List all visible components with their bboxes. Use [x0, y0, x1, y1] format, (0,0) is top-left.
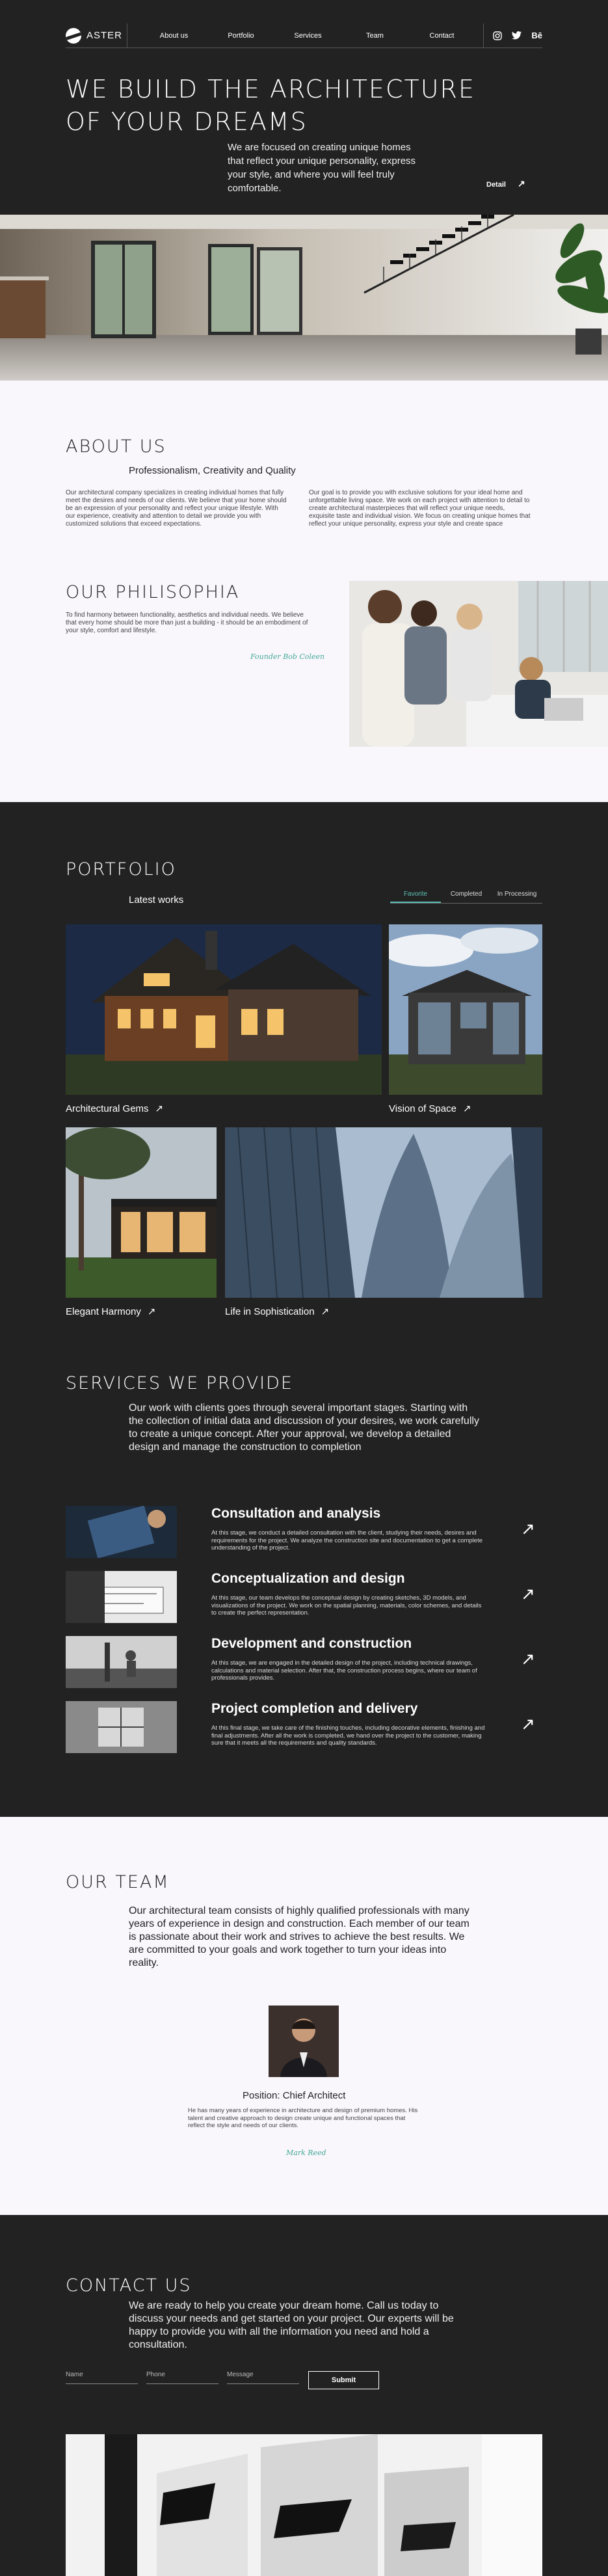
- twitter-icon[interactable]: [512, 31, 522, 40]
- services-section: [0, 1329, 608, 1817]
- nav-link-services[interactable]: Services: [294, 31, 322, 40]
- about-text-right: Our goal is to provide you with exclusive solutions for your ideal home and unforgettable living space. We work on each project with attention to detail to create architectural masterpieces that will reflect your unique needs, exquisite taste and individual vision. We focus on creating unique homes that reflect your unique personality, express your style and create space: [309, 489, 531, 528]
- hero-section: [0, 0, 608, 215]
- nav-link-portfolio[interactable]: Portfolio: [228, 31, 254, 40]
- message-field[interactable]: Message: [227, 2371, 299, 2384]
- service-item-development[interactable]: [66, 1636, 543, 1688]
- arrow-up-right-icon: ↗: [517, 178, 525, 189]
- portfolio-label-architectural-gems[interactable]: [66, 1103, 163, 1114]
- logo-text: ASTER: [86, 30, 123, 41]
- service-image-conceptualization: [66, 1571, 177, 1623]
- arrow-up-right-icon[interactable]: ↗: [521, 1649, 535, 1669]
- arrow-up-right-icon: ↗: [321, 1306, 330, 1317]
- service-text: At this stage, our team develops the conceptual design by creating sketches, 3D models, and visualizations of the project. We work on the spatial planning, materials, color schemes, and details to create the perfect representation.: [211, 1594, 482, 1617]
- portfolio-label-elegant-harmony[interactable]: [66, 1306, 155, 1317]
- portfolio-label-vision-of-space[interactable]: [389, 1103, 471, 1114]
- about-text-left: Our architectural company specializes in creating individual homes that fully meet the desires and needs of our clients. We believe that your home should be an expression of your personality and reflect your unique lifestyle. With our experience, creativity and attention to detail we provide you with customized solutions that exceed expectations.: [66, 489, 287, 528]
- arrow-up-right-icon: ↗: [147, 1306, 156, 1317]
- service-text: At this final stage, we take care of the finishing touches, including decorative elements, finishing and final adjustments. After all the work is completed, we hand over the project to the customer, making sure that it meets all the requirements and quality standards.: [211, 1724, 485, 1747]
- service-item-consultation[interactable]: [66, 1506, 543, 1558]
- logo[interactable]: [66, 23, 127, 48]
- arrow-up-right-icon[interactable]: ↗: [521, 1714, 535, 1734]
- philosophy-title: OUR PHILISOPHIA: [66, 582, 240, 602]
- service-title: Project completion and delivery: [211, 1701, 418, 1716]
- arrow-up-right-icon[interactable]: ↗: [521, 1584, 535, 1603]
- hero-title-line-2: OF YOUR DREAMS: [66, 107, 308, 136]
- portfolio-image-architectural-gems[interactable]: [66, 924, 382, 1095]
- service-text: At this stage, we are engaged in the detailed design of the project, including technical drawings, calculations and material selection. After that, the construction process begins, where our team of professionals provides.: [211, 1659, 477, 1682]
- portfolio-image-elegant-harmony[interactable]: [66, 1127, 217, 1298]
- portfolio-label-life-in-sophistication-text: Life in Sophistication: [225, 1306, 315, 1317]
- contact-section: [0, 2215, 608, 2576]
- chief-architect-photo: [269, 2006, 339, 2077]
- nav-link-contact[interactable]: Contact: [429, 31, 455, 40]
- name-field[interactable]: Name: [66, 2371, 138, 2384]
- behance-icon[interactable]: Bē: [531, 31, 542, 40]
- service-text: At this stage, we conduct a detailed consultation with the client, studying their needs, desires and requirements for the project. We analyze the construction site and documentation to get a complete understanding of the project.: [211, 1529, 483, 1551]
- hero-interior-image: [0, 215, 608, 381]
- contact-title: CONTACT US: [66, 2275, 192, 2296]
- services-intro: Our work with clients goes through several important stages. Starting with the collection of initial data and discussion of your desires, we work carefully to create a unique concept. After your approval, we develop a detailed design and manage the construction to completion: [129, 1402, 479, 1453]
- team-title: OUR TEAM: [66, 1872, 170, 1892]
- nav-links: [140, 32, 483, 40]
- latest-works-label: Latest works: [129, 894, 184, 906]
- about-title: ABOUT US: [66, 436, 166, 457]
- philosophy-text: To find harmony between functionality, aesthetics and individual needs. We believe that every home should be more than just a building - it should be an embodiment of your style, comfort and lifestyle.: [66, 611, 308, 634]
- instagram-icon[interactable]: [493, 31, 502, 40]
- founder-signature: Founder Bob Coleen: [250, 652, 325, 661]
- service-title: Development and construction: [211, 1636, 412, 1651]
- service-item-completion[interactable]: [66, 1701, 543, 1753]
- arrow-up-right-icon: ↗: [155, 1103, 164, 1114]
- submit-button[interactable]: Submit: [308, 2371, 379, 2389]
- arrow-up-right-icon[interactable]: ↗: [521, 1519, 535, 1538]
- logo-mark-icon: [66, 28, 81, 44]
- portfolio-label-life-in-sophistication[interactable]: [225, 1306, 329, 1317]
- contact-architecture-image: [66, 2434, 542, 2576]
- team-signature: Mark Reed: [286, 2149, 326, 2157]
- detail-label: Detail: [486, 181, 506, 189]
- service-image-development: [66, 1636, 177, 1688]
- portfolio-label-architectural-gems-text: Architectural Gems: [66, 1103, 149, 1114]
- team-intro: Our architectural team consists of highly qualified professionals with many years of experience in design and construction. Each member of our team is passionate about their work and strives to achieve the best results. We are committed to your goals and work together to turn your ideas into reality.: [129, 1905, 469, 1968]
- nav-link-about[interactable]: About us: [159, 31, 189, 40]
- service-item-conceptualization[interactable]: [66, 1571, 543, 1623]
- social-links: [483, 23, 542, 48]
- portfolio-tabs: [390, 887, 542, 904]
- detail-button[interactable]: [486, 178, 525, 189]
- about-section: [0, 381, 608, 802]
- portfolio-label-vision-of-space-text: Vision of Space: [389, 1103, 456, 1114]
- service-image-completion: [66, 1701, 177, 1753]
- service-title: Consultation and analysis: [211, 1506, 381, 1521]
- team-section: [0, 1817, 608, 2215]
- tab-in-processing[interactable]: In Processing: [497, 891, 537, 898]
- hero-subtitle: We are focused on creating unique homes that reflect your unique personality, express your style, and where you will feel truly comfortable.: [228, 142, 416, 194]
- service-image-consultation: [66, 1506, 177, 1558]
- portfolio-title: PORTFOLIO: [66, 859, 176, 879]
- portfolio-section: [0, 802, 608, 1395]
- tab-completed[interactable]: Completed: [450, 891, 482, 898]
- contact-intro: We are ready to help you create your dream home. Call us today to discuss your needs and get started on your project. Our experts will be happy to provide you with all the information you need and hold a consultation.: [129, 2300, 454, 2350]
- hero-title: [66, 73, 508, 138]
- arrow-up-right-icon: ↗: [462, 1103, 471, 1114]
- top-nav: [66, 23, 542, 48]
- portfolio-image-vision-of-space[interactable]: [389, 924, 542, 1095]
- team-meeting-image: [349, 581, 608, 747]
- tab-favorite[interactable]: Favorite: [390, 887, 441, 903]
- portfolio-image-life-in-sophistication[interactable]: [225, 1127, 542, 1298]
- nav-link-team[interactable]: Team: [366, 31, 384, 40]
- team-position: Position: Chief Architect: [243, 2090, 346, 2101]
- portfolio-label-elegant-harmony-text: Elegant Harmony: [66, 1306, 141, 1317]
- about-subtitle: Professionalism, Creativity and Quality: [129, 465, 296, 476]
- phone-field[interactable]: Phone: [146, 2371, 218, 2384]
- hero-title-line-1: WE BUILD THE ARCHITECTURE: [66, 75, 475, 103]
- services-title: SERVICES WE PROVIDE: [66, 1373, 293, 1393]
- team-member-text: He has many years of experience in architecture and design of premium homes. His talent and creative approach to design create unique and functional spaces that reflect the style and needs of our clients.: [188, 2107, 418, 2129]
- service-title: Conceptualization and design: [211, 1571, 405, 1586]
